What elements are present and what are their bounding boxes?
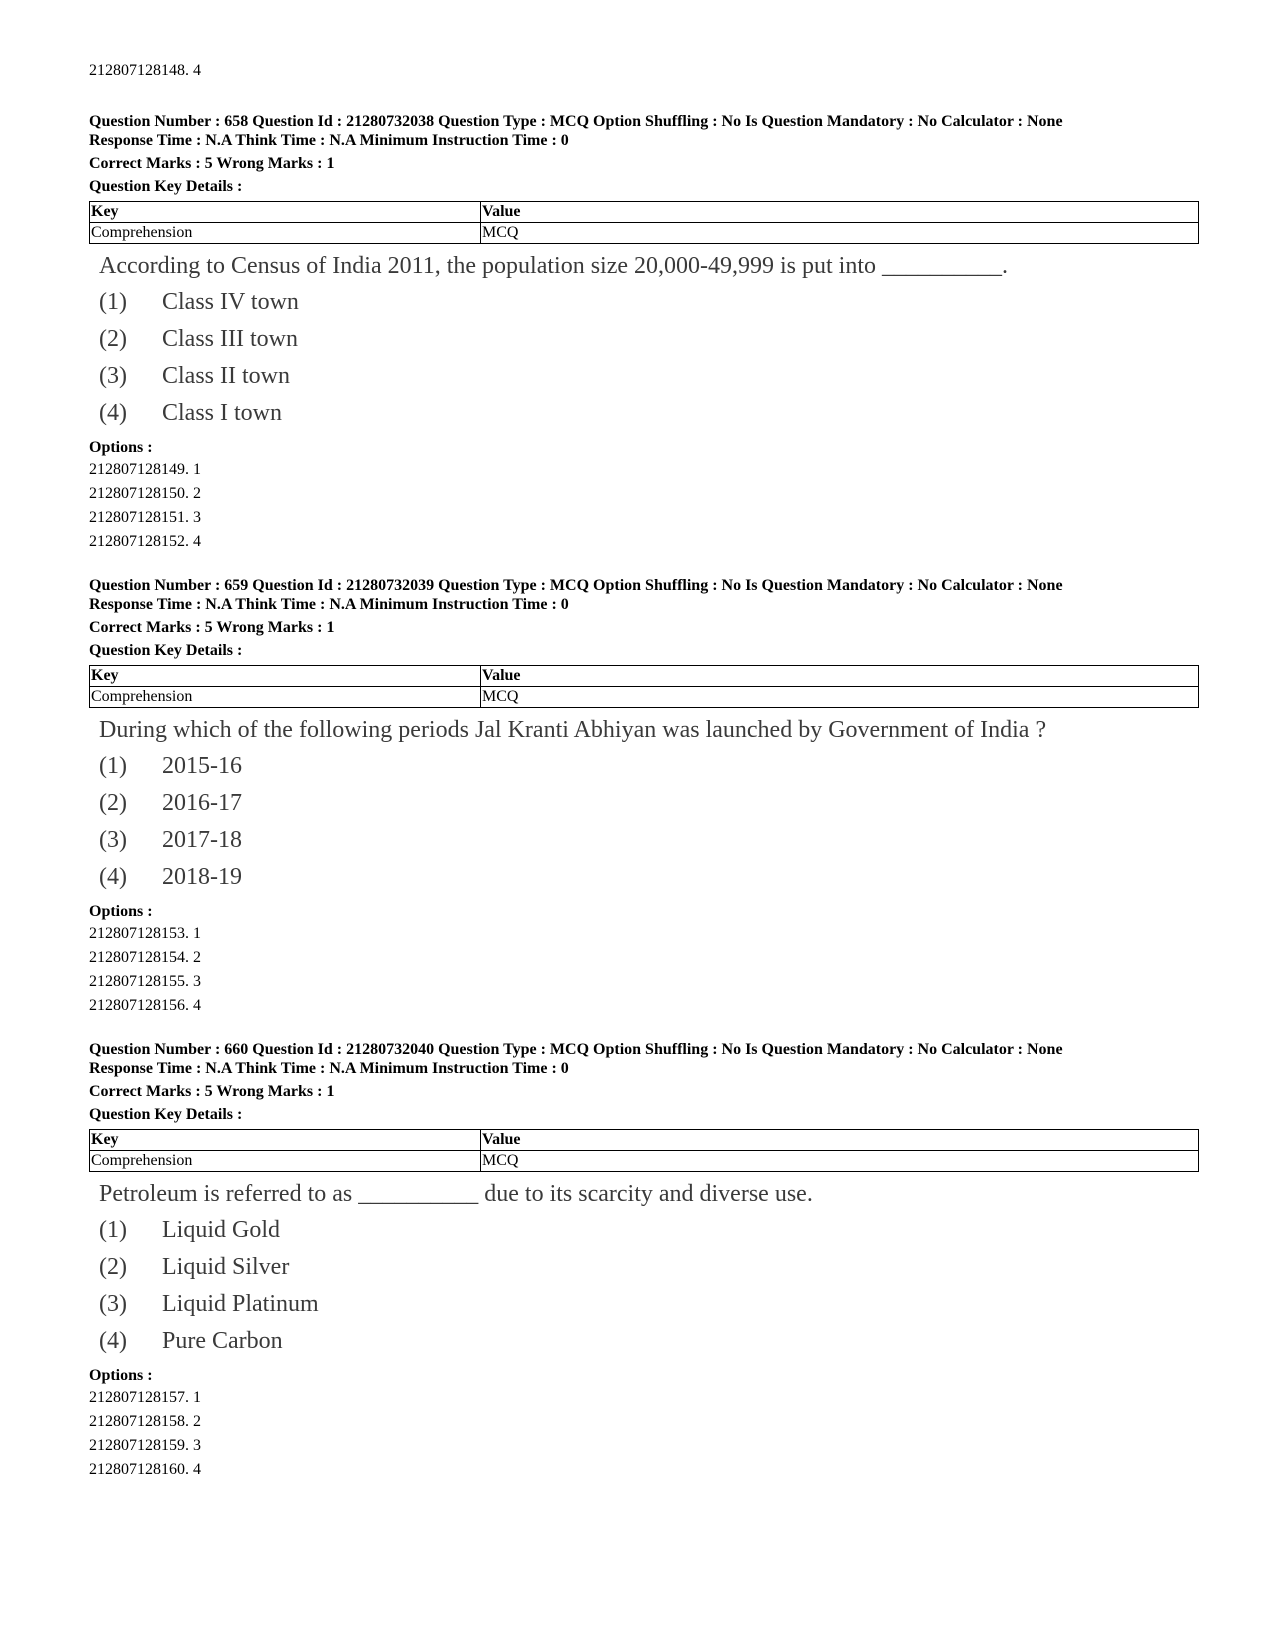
choice-1 <box>89 1212 1199 1249</box>
choice-2 <box>89 321 1199 358</box>
choice-number: (3) <box>99 827 127 853</box>
key-details-label: Question Key Details : <box>89 178 243 195</box>
value-header: Value <box>481 666 1199 687</box>
choice-4 <box>89 1323 1199 1360</box>
key-details-label: Question Key Details : <box>89 642 243 659</box>
option-id: 212807128152. 4 <box>89 533 201 550</box>
choice-number: (4) <box>99 864 127 890</box>
table-row <box>90 223 1199 244</box>
previous-option-line: 212807128148. 4 <box>89 62 201 79</box>
key-cell: Comprehension <box>90 223 481 244</box>
key-header: Key <box>90 202 481 223</box>
option-id: 212807128158. 2 <box>89 1413 201 1430</box>
option-id: 212807128149. 1 <box>89 461 201 478</box>
question-meta-line1: Question Number : 658 Question Id : 21280732038 Question Type : MCQ Option Shuffling : No Is Question Mandatory : No Calculator : None <box>89 113 1063 130</box>
choice-number: (3) <box>99 363 127 389</box>
option-id: 212807128156. 4 <box>89 997 201 1014</box>
marks-line: Correct Marks : 5 Wrong Marks : 1 <box>89 619 335 636</box>
choice-2 <box>89 785 1199 822</box>
choice-text: 2016-17 <box>162 790 242 816</box>
question-image <box>89 248 1199 432</box>
key-details-table <box>89 665 1199 708</box>
choice-1 <box>89 748 1199 785</box>
choice-text: Liquid Gold <box>162 1217 280 1243</box>
choice-number: (3) <box>99 1291 127 1317</box>
marks-line: Correct Marks : 5 Wrong Marks : 1 <box>89 1083 335 1100</box>
choice-text: 2018-19 <box>162 864 242 890</box>
choice-number: (4) <box>99 400 127 426</box>
choice-number: (4) <box>99 1328 127 1354</box>
choice-number: (2) <box>99 1254 127 1280</box>
key-details-table <box>89 201 1199 244</box>
choice-number: (1) <box>99 1217 127 1243</box>
question-text: Petroleum is referred to as __________ due to its scarcity and diverse use. <box>99 1181 813 1207</box>
option-id: 212807128154. 2 <box>89 949 201 966</box>
key-details-label: Question Key Details : <box>89 1106 243 1123</box>
choice-number: (2) <box>99 326 127 352</box>
question-meta-line1: Question Number : 659 Question Id : 21280732039 Question Type : MCQ Option Shuffling : No Is Question Mandatory : No Calculator : None <box>89 577 1063 594</box>
question-block-660 <box>89 1040 1199 1482</box>
options-label: Options : <box>89 1367 153 1384</box>
question-image <box>89 1176 1199 1360</box>
table-header-row <box>90 666 1199 687</box>
choice-3 <box>89 1286 1199 1323</box>
choice-number: (1) <box>99 289 127 315</box>
marks-line: Correct Marks : 5 Wrong Marks : 1 <box>89 155 335 172</box>
choice-text: Class IV town <box>162 289 299 315</box>
table-row <box>90 1151 1199 1172</box>
question-meta-line2: Response Time : N.A Think Time : N.A Minimum Instruction Time : 0 <box>89 596 569 613</box>
value-cell: MCQ <box>481 687 1199 708</box>
choice-text: 2015-16 <box>162 753 242 779</box>
value-header: Value <box>481 202 1199 223</box>
question-meta-line1: Question Number : 660 Question Id : 21280732040 Question Type : MCQ Option Shuffling : No Is Question Mandatory : No Calculator : None <box>89 1041 1063 1058</box>
choice-4 <box>89 859 1199 896</box>
choice-text: Class II town <box>162 363 290 389</box>
option-id: 212807128159. 3 <box>89 1437 201 1454</box>
choice-text: Liquid Platinum <box>162 1291 319 1317</box>
choice-text: Class I town <box>162 400 282 426</box>
choice-4 <box>89 395 1199 432</box>
key-cell: Comprehension <box>90 1151 481 1172</box>
value-cell: MCQ <box>481 223 1199 244</box>
key-header: Key <box>90 666 481 687</box>
key-details-table <box>89 1129 1199 1172</box>
choice-3 <box>89 822 1199 859</box>
choice-text: Liquid Silver <box>162 1254 290 1280</box>
key-cell: Comprehension <box>90 687 481 708</box>
choice-number: (2) <box>99 790 127 816</box>
option-id: 212807128157. 1 <box>89 1389 201 1406</box>
question-meta-line2: Response Time : N.A Think Time : N.A Minimum Instruction Time : 0 <box>89 132 569 149</box>
table-header-row <box>90 1130 1199 1151</box>
table-header-row <box>90 202 1199 223</box>
options-label: Options : <box>89 439 153 456</box>
table-row <box>90 687 1199 708</box>
value-header: Value <box>481 1130 1199 1151</box>
option-id: 212807128160. 4 <box>89 1461 201 1478</box>
choice-text: Class III town <box>162 326 298 352</box>
option-id: 212807128150. 2 <box>89 485 201 502</box>
choice-1 <box>89 284 1199 321</box>
value-cell: MCQ <box>481 1151 1199 1172</box>
choice-text: 2017-18 <box>162 827 242 853</box>
option-id: 212807128151. 3 <box>89 509 201 526</box>
choice-number: (1) <box>99 753 127 779</box>
options-label: Options : <box>89 903 153 920</box>
choice-3 <box>89 358 1199 395</box>
question-meta-line2: Response Time : N.A Think Time : N.A Minimum Instruction Time : 0 <box>89 1060 569 1077</box>
key-header: Key <box>90 1130 481 1151</box>
option-id: 212807128153. 1 <box>89 925 201 942</box>
question-block-659 <box>89 576 1199 1018</box>
option-id: 212807128155. 3 <box>89 973 201 990</box>
question-block-658 <box>89 112 1199 554</box>
choice-text: Pure Carbon <box>162 1328 283 1354</box>
question-image <box>89 712 1199 896</box>
question-text: According to Census of India 2011, the population size 20,000-49,999 is put into __________. <box>99 253 1009 279</box>
question-text: During which of the following periods Jal Kranti Abhiyan was launched by Government of India ? <box>99 717 1047 743</box>
choice-2 <box>89 1249 1199 1286</box>
